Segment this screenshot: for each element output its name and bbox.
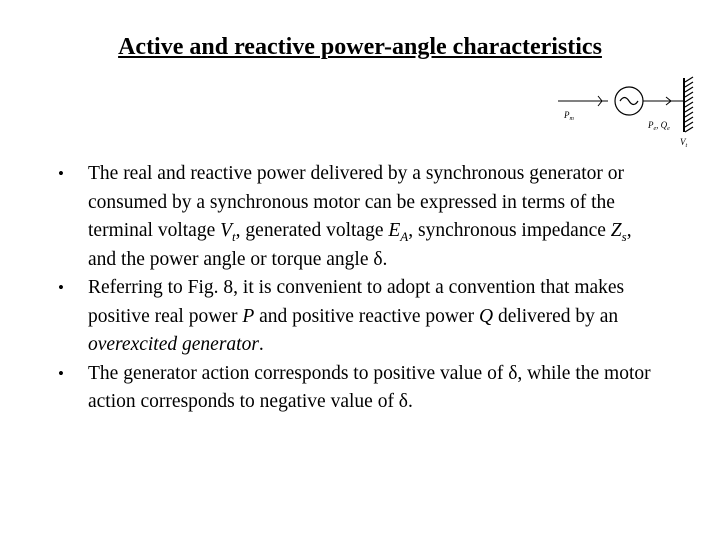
bus-hatching [685,77,693,132]
bullet-dot: • [58,363,64,383]
pm-label: $P_m$ [564,110,574,122]
page-title: Active and reactive power-angle characteristics [118,34,602,60]
bullet-dot: • [58,278,64,297]
bullet-item [58,274,658,360]
bullet-text: The generator action corresponds to positive value of δ, while the motor action corresponds to negative value of δ. [88,362,651,412]
bullet-item [58,360,658,417]
generator-diagram [556,72,716,152]
bullet-dot: • [58,164,64,183]
bullet-item [58,160,658,274]
bullet-text: Referring to Fig. 8, it is convenient to adopt a convention that makes positive real power P and positive reactive power Q delivered by an overexcited generator. [88,277,625,355]
bullet-text: The real and reactive power delivered by a synchronous generator or consumed by a synchronous motor can be expressed in terms of the terminal voltage $V_t$, generated voltage $E_A$, synchronous impedance $Z_s$, and the power angle or torque angle δ. [88,163,632,270]
bullet-list [58,160,658,417]
pe-qe-label: $P_e$, $Q_e$ [648,120,670,132]
vt-label: $V_t$ [680,137,688,149]
